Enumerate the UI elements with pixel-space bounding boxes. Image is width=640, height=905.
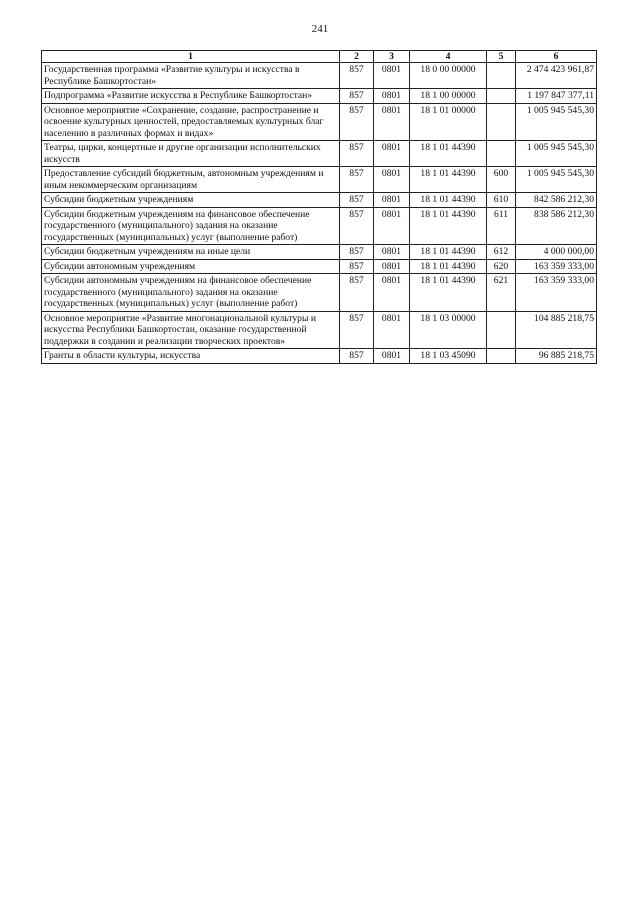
row-code-5-cell: 611 <box>487 207 516 245</box>
row-code-2-cell: 857 <box>340 259 374 274</box>
row-code-5-cell <box>487 349 516 364</box>
row-code-5-cell <box>487 141 516 167</box>
row-name-cell: Субсидии бюджетным учреждениям на иные цели <box>42 245 340 260</box>
row-amount-cell: 2 474 423 961,87 <box>516 63 597 89</box>
table-row <box>42 274 597 312</box>
budget-table <box>41 50 597 364</box>
row-code-5-cell: 600 <box>487 167 516 193</box>
row-amount-cell: 842 586 212,30 <box>516 193 597 208</box>
row-amount-cell: 1 197 847 377,11 <box>516 89 597 104</box>
column-header: 2 <box>340 51 374 63</box>
table-row <box>42 245 597 260</box>
row-code-3-cell: 0801 <box>374 274 410 312</box>
row-code-4-cell: 18 1 01 44390 <box>410 274 487 312</box>
row-code-4-cell: 18 1 01 44390 <box>410 207 487 245</box>
table-row <box>42 167 597 193</box>
row-code-3-cell: 0801 <box>374 259 410 274</box>
column-header: 3 <box>374 51 410 63</box>
row-code-2-cell: 857 <box>340 63 374 89</box>
column-header: 6 <box>516 51 597 63</box>
row-code-2-cell: 857 <box>340 167 374 193</box>
row-amount-cell: 163 359 333,00 <box>516 259 597 274</box>
row-code-4-cell: 18 1 01 44390 <box>410 141 487 167</box>
row-code-4-cell: 18 1 01 44390 <box>410 259 487 274</box>
table-row <box>42 63 597 89</box>
row-amount-cell: 1 005 945 545,30 <box>516 141 597 167</box>
row-name-cell: Субсидии бюджетным учреждениям на финансовое обеспечение государственного (муниципального) задания на оказание государственных (муниципальных) услуг (выполнение работ) <box>42 207 340 245</box>
row-amount-cell: 1 005 945 545,30 <box>516 103 597 141</box>
row-code-2-cell: 857 <box>340 193 374 208</box>
table-row <box>42 193 597 208</box>
row-code-2-cell: 857 <box>340 207 374 245</box>
row-name-cell: Подпрограмма «Развитие искусства в Республике Башкортостан» <box>42 89 340 104</box>
table-body <box>42 63 597 364</box>
row-name-cell: Основное мероприятие «Развитие многонациональной культуры и искусства Республики Башкортостан, оказание государственной поддержки в создании и реализации творческих проектов» <box>42 311 340 349</box>
row-amount-cell: 104 885 218,75 <box>516 311 597 349</box>
row-name-cell: Предоставление субсидий бюджетным, автономным учреждениям и иным некоммерческим организациям <box>42 167 340 193</box>
row-code-5-cell: 610 <box>487 193 516 208</box>
row-amount-cell: 96 885 218,75 <box>516 349 597 364</box>
row-code-4-cell: 18 1 01 44390 <box>410 193 487 208</box>
table-row <box>42 89 597 104</box>
row-code-4-cell: 18 1 03 45090 <box>410 349 487 364</box>
row-name-cell: Субсидии бюджетным учреждениям <box>42 193 340 208</box>
table-row <box>42 141 597 167</box>
row-code-4-cell: 18 1 01 44390 <box>410 245 487 260</box>
row-amount-cell: 838 586 212,30 <box>516 207 597 245</box>
row-code-2-cell: 857 <box>340 103 374 141</box>
row-code-3-cell: 0801 <box>374 349 410 364</box>
row-code-4-cell: 18 1 00 00000 <box>410 89 487 104</box>
row-code-2-cell: 857 <box>340 349 374 364</box>
row-code-3-cell: 0801 <box>374 103 410 141</box>
row-code-3-cell: 0801 <box>374 89 410 104</box>
table-row <box>42 311 597 349</box>
row-code-3-cell: 0801 <box>374 141 410 167</box>
row-amount-cell: 163 359 333,00 <box>516 274 597 312</box>
row-code-4-cell: 18 1 03 00000 <box>410 311 487 349</box>
row-code-5-cell <box>487 89 516 104</box>
column-header: 1 <box>42 51 340 63</box>
page-number: 241 <box>311 23 329 35</box>
row-code-5-cell <box>487 103 516 141</box>
row-amount-cell: 1 005 945 545,30 <box>516 167 597 193</box>
table-row <box>42 349 597 364</box>
row-name-cell: Гранты в области культуры, искусства <box>42 349 340 364</box>
table-row <box>42 259 597 274</box>
row-code-3-cell: 0801 <box>374 207 410 245</box>
row-code-2-cell: 857 <box>340 311 374 349</box>
row-code-2-cell: 857 <box>340 274 374 312</box>
row-code-4-cell: 18 1 01 00000 <box>410 103 487 141</box>
row-code-5-cell: 620 <box>487 259 516 274</box>
row-code-2-cell: 857 <box>340 89 374 104</box>
row-code-5-cell: 621 <box>487 274 516 312</box>
table-row <box>42 207 597 245</box>
row-code-4-cell: 18 1 01 44390 <box>410 167 487 193</box>
row-name-cell: Театры, цирки, концертные и другие организации исполнительских искусств <box>42 141 340 167</box>
table-row <box>42 103 597 141</box>
row-name-cell: Субсидии автономным учреждениям <box>42 259 340 274</box>
row-code-5-cell <box>487 311 516 349</box>
row-code-3-cell: 0801 <box>374 167 410 193</box>
row-name-cell: Субсидии автономным учреждениям на финансовое обеспечение государственного (муниципального) задания на оказание государственных (муниципальных) услуг (выполнение работ) <box>42 274 340 312</box>
row-code-5-cell <box>487 63 516 89</box>
row-code-3-cell: 0801 <box>374 245 410 260</box>
row-code-3-cell: 0801 <box>374 193 410 208</box>
row-amount-cell: 4 000 000,00 <box>516 245 597 260</box>
row-name-cell: Государственная программа «Развитие культуры и искусства в Республике Башкортостан» <box>42 63 340 89</box>
table-header-row <box>42 51 597 63</box>
row-code-2-cell: 857 <box>340 141 374 167</box>
row-code-5-cell: 612 <box>487 245 516 260</box>
column-header: 5 <box>487 51 516 63</box>
column-header: 4 <box>410 51 487 63</box>
row-code-3-cell: 0801 <box>374 311 410 349</box>
row-code-2-cell: 857 <box>340 245 374 260</box>
row-code-4-cell: 18 0 00 00000 <box>410 63 487 89</box>
row-name-cell: Основное мероприятие «Сохранение, создание, распространение и освоение культурных ценностей, предоставляемых культурных благ населению в различных формах и видах» <box>42 103 340 141</box>
row-code-3-cell: 0801 <box>374 63 410 89</box>
